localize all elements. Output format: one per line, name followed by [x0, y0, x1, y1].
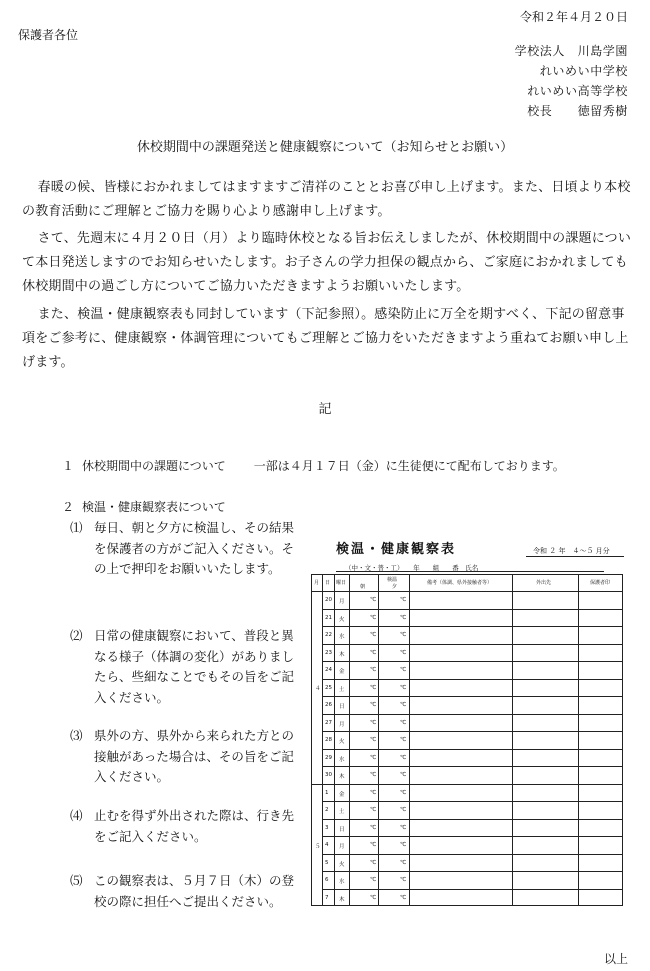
- table-column-line: [334, 575, 335, 905]
- table-row-line: [322, 766, 622, 767]
- sub-item-text: 県外の方、県外から来られた方との接触があった場合は、その旨をご記入ください。: [94, 728, 295, 784]
- table-row-line: [322, 749, 622, 750]
- row-day: 26: [325, 702, 332, 708]
- row-weekday: 木: [339, 774, 345, 780]
- temp-unit-morning: ℃: [370, 772, 377, 778]
- temp-unit-evening: ℃: [400, 649, 407, 656]
- row-weekday: 日: [339, 704, 345, 710]
- table-month-divider: [312, 784, 622, 785]
- temp-unit-morning: ℃: [370, 737, 377, 743]
- header-weekday: 曜日: [336, 580, 347, 586]
- temp-unit-evening: ℃: [400, 894, 407, 901]
- temp-unit-morning: ℃: [370, 859, 377, 866]
- row-day: 23: [325, 649, 332, 656]
- row-weekday: 日: [339, 826, 345, 833]
- temp-unit-morning: ℃: [370, 894, 377, 901]
- sender-line: 校長 徳留秀樹: [527, 104, 628, 118]
- row-day: 3: [325, 824, 329, 831]
- temp-unit-evening: ℃: [400, 842, 407, 848]
- table-row-line: [322, 801, 622, 802]
- row-day: 25: [325, 684, 332, 691]
- temp-unit-evening: ℃: [400, 789, 407, 796]
- table-column-line: [578, 575, 579, 905]
- notice-title: 休校期間中の課題発送と健康観察について（お知らせとお願い）: [136, 140, 514, 155]
- sub-item-number: ⑸: [70, 873, 83, 888]
- temp-unit-morning: ℃: [370, 719, 377, 726]
- sub-item-number: ⑴: [70, 520, 83, 535]
- table-row-line: [322, 836, 622, 837]
- temp-unit-morning: ℃: [370, 702, 377, 708]
- temp-unit-morning: ℃: [370, 807, 377, 813]
- temp-unit-evening: ℃: [400, 877, 407, 883]
- temp-unit-morning: ℃: [370, 614, 377, 621]
- row-weekday: 木: [339, 651, 345, 658]
- header-guardian: 保護者印: [590, 580, 611, 586]
- table-row-line: [322, 679, 622, 680]
- row-weekday: 金: [339, 669, 345, 675]
- item-number: １: [62, 459, 75, 473]
- temp-unit-evening: ℃: [400, 807, 407, 813]
- body-paragraph: また、検温・健康観察表も同封しています（下記参照）。感染防止に万全を期すべく、下記の留意事項をご参考に、健康観察・体調管理についてもご理解とご協力をいただきますよう重ねてお願い申し上げます。: [22, 307, 629, 370]
- row-weekday: 火: [339, 616, 345, 623]
- temp-unit-evening: ℃: [400, 754, 407, 761]
- sub-item-text: この観察表は、５月７日（木）の登校の際に担任へご提出ください。: [94, 873, 295, 909]
- temp-unit-morning: ℃: [370, 754, 377, 761]
- closing-mark: 以上: [603, 952, 628, 966]
- temp-unit-evening: ℃: [400, 702, 407, 708]
- temp-unit-morning: ℃: [370, 667, 377, 673]
- document-date: 令和２年４月２０日: [519, 10, 628, 24]
- temp-unit-morning: ℃: [370, 842, 377, 848]
- form-person-underline: [336, 571, 604, 572]
- temp-unit-evening: ℃: [400, 719, 407, 726]
- header-morning: 朝: [360, 584, 366, 590]
- row-day: 28: [325, 737, 332, 743]
- row-weekday: 月: [339, 844, 345, 850]
- form-period-underline: [526, 556, 624, 557]
- item-2: [62, 498, 226, 515]
- sender-line: れいめい中学校: [539, 64, 628, 78]
- table-row-line: [322, 871, 622, 872]
- row-day: 2: [325, 807, 329, 813]
- row-weekday: 土: [339, 809, 345, 815]
- row-weekday: 土: [339, 686, 345, 693]
- table-row-line: [322, 731, 622, 732]
- month-label: ５: [315, 843, 321, 850]
- form-person-info: （中・文・普・工） 年 組 番 氏名: [345, 564, 479, 572]
- row-day: 1: [325, 789, 329, 796]
- row-day: 20: [325, 597, 332, 603]
- sub-item-number: ⑶: [70, 728, 83, 743]
- table-row-line: [322, 626, 622, 627]
- sub-item-text: 毎日、朝と夕方に検温し、その結果を保護者の方がご記入ください。その上で押印をお願いいたします。: [94, 520, 295, 576]
- header-remarks: 備考（体調、県外接触者等）: [427, 580, 493, 586]
- table-row-line: [322, 889, 622, 890]
- row-weekday: 火: [339, 739, 345, 745]
- sub-item: [70, 518, 297, 580]
- row-day: 27: [325, 719, 332, 726]
- row-day: 22: [325, 632, 332, 638]
- row-weekday: 月: [339, 599, 345, 605]
- table-column-line: [409, 575, 410, 905]
- header-evening: 夕: [392, 584, 398, 590]
- temp-unit-morning: ℃: [370, 789, 377, 796]
- header-temp: 検温: [387, 577, 398, 583]
- table-column-line: [349, 575, 350, 905]
- temp-unit-morning: ℃: [370, 684, 377, 691]
- table-row-line: [322, 819, 622, 820]
- row-day: 29: [325, 754, 332, 761]
- item-label: 休校期間中の課題について: [82, 459, 226, 473]
- temp-unit-evening: ℃: [400, 772, 407, 778]
- form-period: 令和 ２ 年 ４〜５ 月分: [533, 547, 610, 555]
- item-note: 一部は４月１７日（金）に生徒便にて配布しております。: [253, 459, 565, 473]
- temp-unit-evening: ℃: [400, 614, 407, 621]
- temp-unit-evening: ℃: [400, 859, 407, 866]
- sub-item-number: ⑵: [70, 628, 83, 643]
- row-day: 6: [325, 877, 329, 883]
- row-weekday: 水: [339, 879, 345, 885]
- sub-item-text: 止むを得ず外出された際は、行き先をご記入ください。: [94, 808, 295, 844]
- row-day: 30: [325, 772, 332, 778]
- sub-item: [70, 726, 297, 788]
- row-day: 24: [325, 667, 332, 673]
- temp-unit-evening: ℃: [400, 632, 407, 638]
- sub-item-number: ⑷: [70, 808, 83, 823]
- row-weekday: 水: [339, 634, 345, 640]
- row-day: 5: [325, 859, 329, 866]
- temp-unit-evening: ℃: [400, 824, 407, 831]
- sender-line: 学校法人 川島学園: [514, 44, 628, 58]
- item-1: [62, 457, 565, 474]
- temp-unit-evening: ℃: [400, 684, 407, 691]
- ki-heading: 記: [318, 402, 332, 417]
- row-weekday: 木: [339, 896, 345, 903]
- row-weekday: 月: [339, 721, 345, 728]
- table-column-line: [322, 575, 323, 905]
- table-column-line: [512, 575, 513, 905]
- health-observation-table: [311, 574, 623, 906]
- temp-unit-evening: ℃: [400, 667, 407, 673]
- table-row-line: [322, 854, 622, 855]
- sub-item: [70, 626, 297, 708]
- header-day: 日: [325, 580, 331, 586]
- header-outing: 外出先: [536, 580, 552, 586]
- month-label: ４: [315, 686, 321, 693]
- body-paragraph: さて、先週末に４月２０日（月）より臨時休校となる旨お伝えしましたが、休校期間中の課題について本日発送しますのでお知らせいたします。お子さんの学力担保の観点から、ご家庭におかれましても休校期間中の過ごし方についてご協力いただきますようお願いいたします。: [22, 231, 632, 294]
- row-weekday: 金: [339, 791, 345, 798]
- temp-unit-morning: ℃: [370, 824, 377, 831]
- row-day: 4: [325, 842, 329, 848]
- table-row-line: [322, 609, 622, 610]
- temp-unit-morning: ℃: [370, 632, 377, 638]
- sender-line: れいめい高等学校: [527, 84, 628, 98]
- temp-unit-morning: ℃: [370, 877, 377, 883]
- temp-unit-evening: ℃: [400, 597, 407, 603]
- sub-item-text: 日常の健康観察において、普段と異なる様子（体調の変化）がありましたら、些細なことでもその旨をご記入ください。: [94, 628, 295, 705]
- form-title: 検温・健康観察表: [336, 542, 457, 557]
- table-header-line: [312, 591, 622, 592]
- item-label: 検温・健康観察表について: [82, 500, 226, 514]
- sub-item: [70, 871, 297, 912]
- item-number: ２: [62, 500, 75, 514]
- table-column-line: [378, 575, 379, 905]
- row-weekday: 火: [339, 861, 345, 868]
- sub-item: [70, 806, 297, 847]
- recipient: 保護者各位: [18, 28, 79, 42]
- table-row-line: [322, 696, 622, 697]
- row-day: 21: [325, 614, 332, 621]
- temp-unit-morning: ℃: [370, 649, 377, 656]
- header-month: 月: [314, 580, 320, 586]
- row-weekday: 水: [339, 756, 345, 763]
- table-row-line: [322, 714, 622, 715]
- temp-unit-morning: ℃: [370, 597, 377, 603]
- temp-unit-evening: ℃: [400, 737, 407, 743]
- body-paragraph: 春暖の候、皆様におかれましてはますますご清祥のこととお喜び申し上げます。また、日頃より本校の教育活動にご理解とご協力を賜り心より感謝申し上げます。: [22, 180, 631, 219]
- table-row-line: [322, 644, 622, 645]
- row-day: 7: [325, 894, 329, 901]
- table-row-line: [322, 661, 622, 662]
